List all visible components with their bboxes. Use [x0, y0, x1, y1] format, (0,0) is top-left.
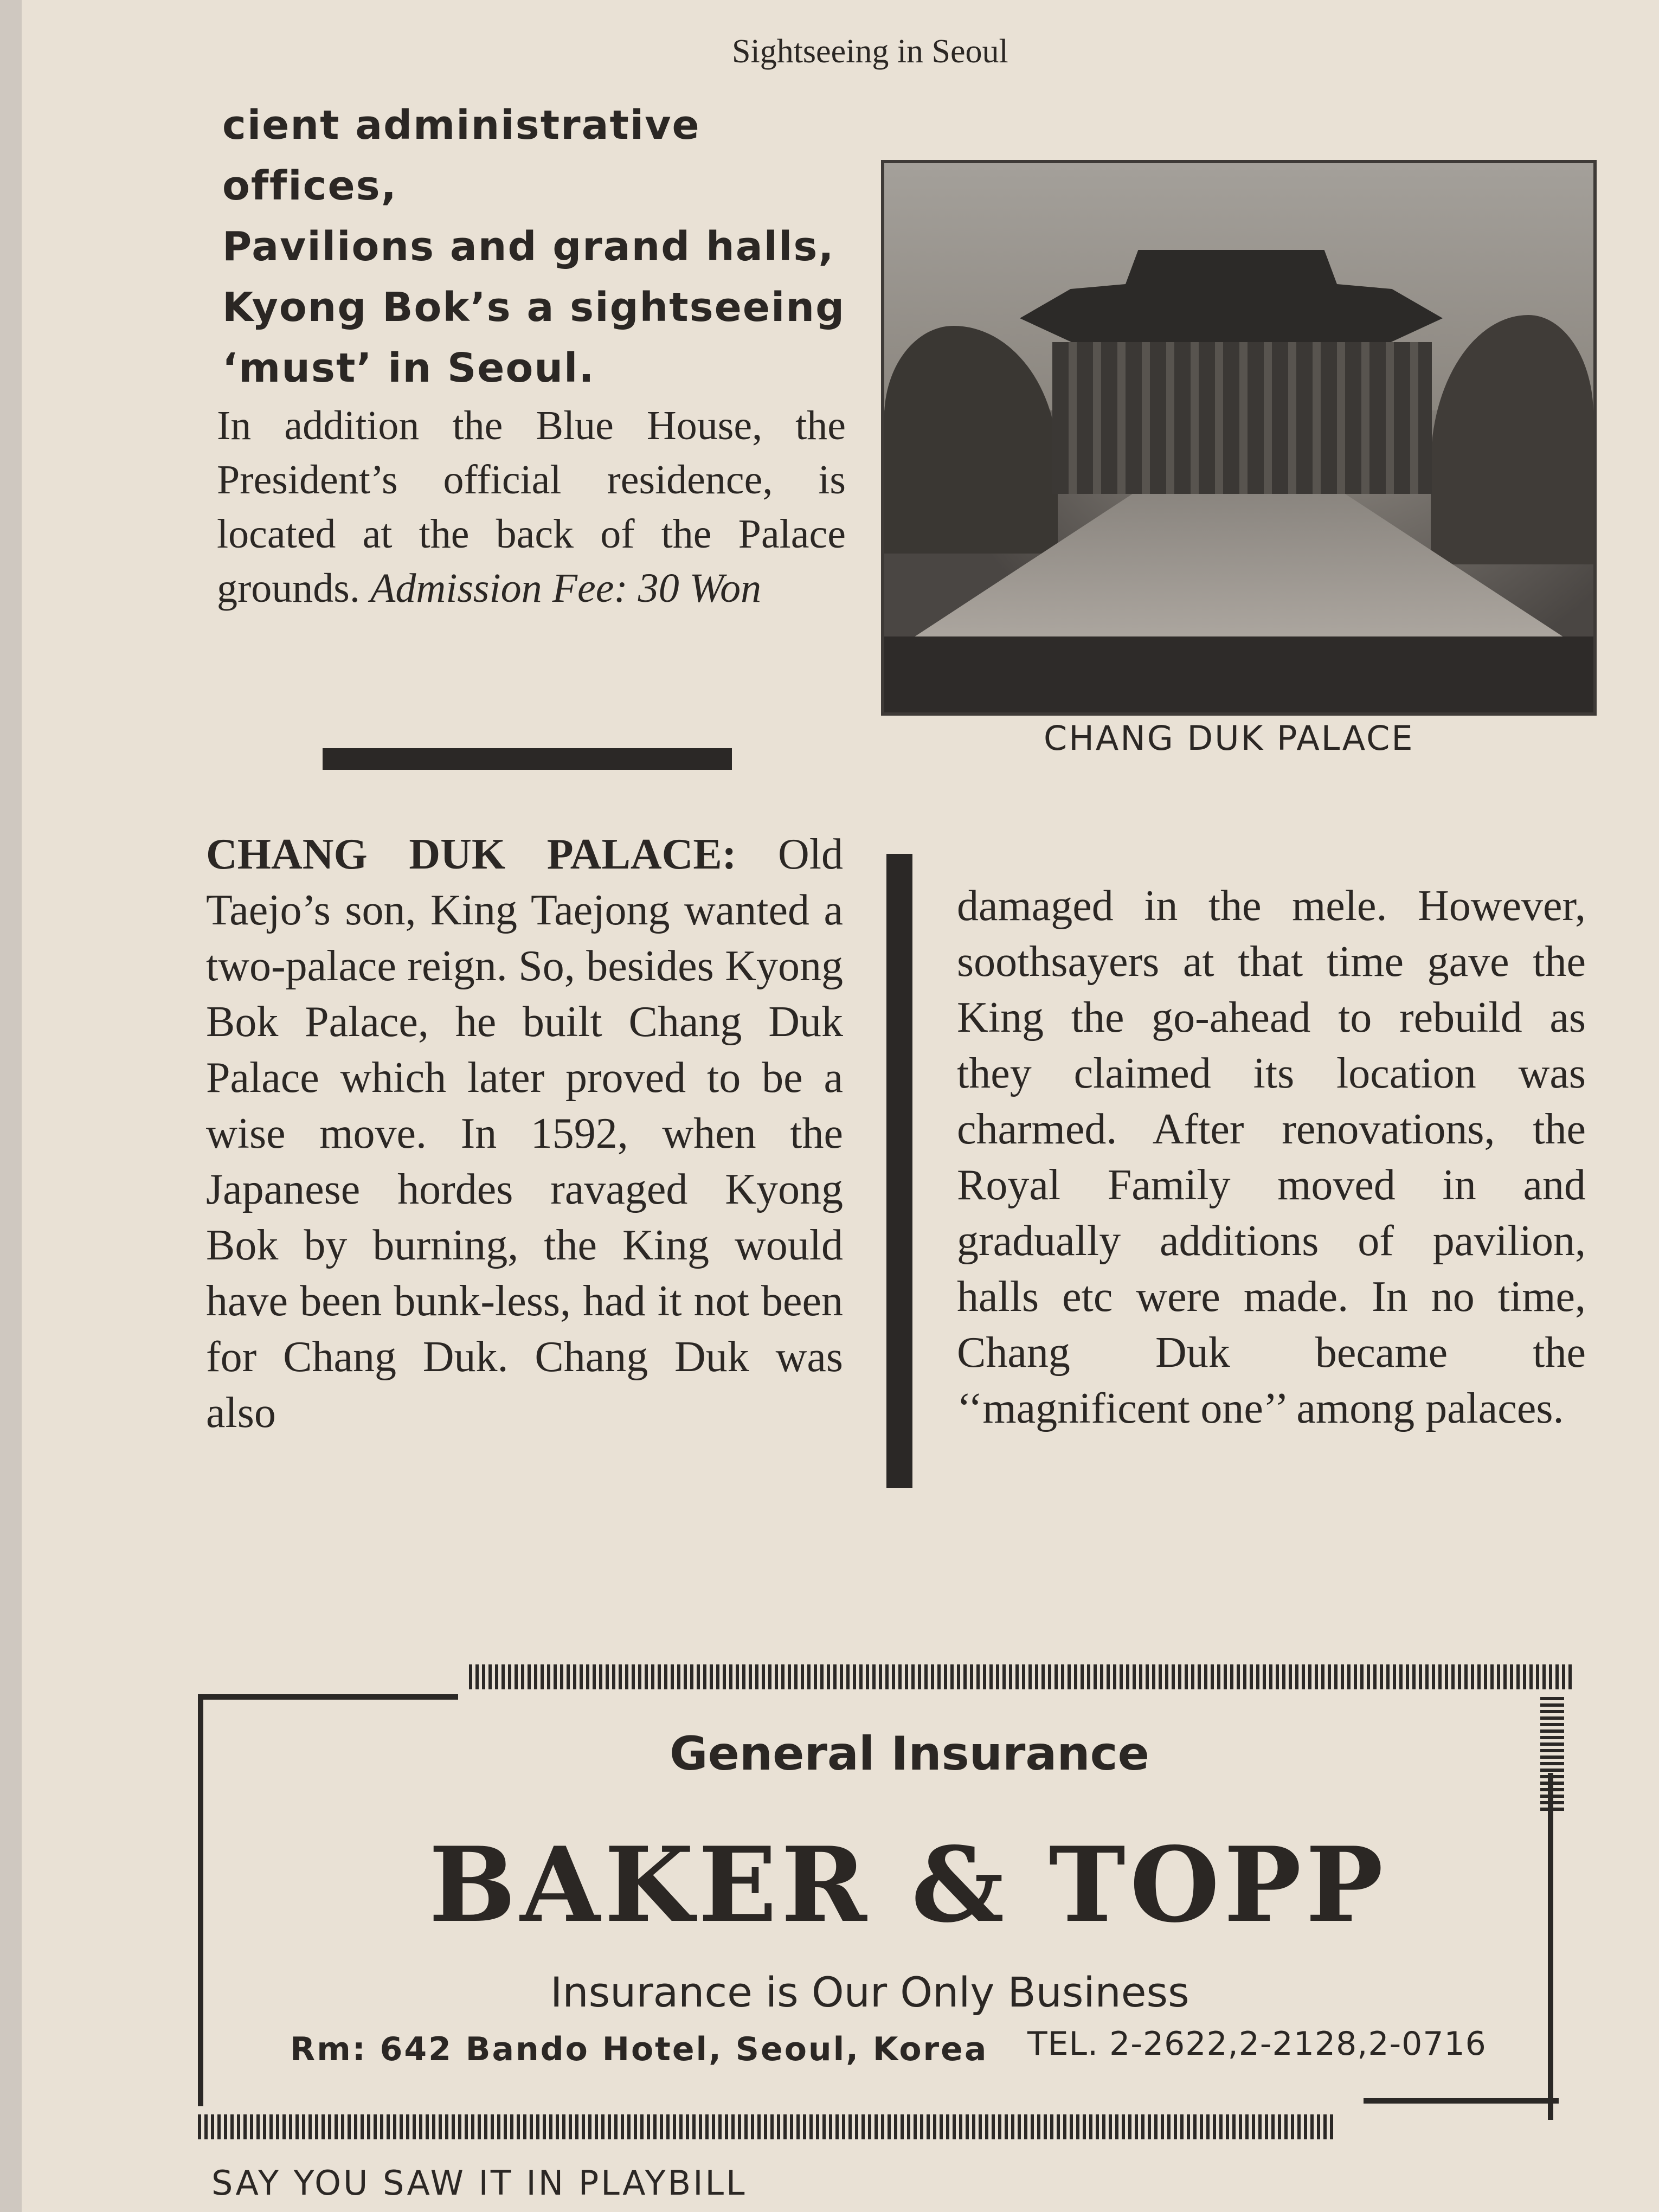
ad-address: Rm: 642 Bando Hotel, Seoul, Korea — [290, 2030, 988, 2068]
article-left-text: Old Taejo’s son, King Taejong wanted a two-palace reign. So, besides Kyong Bok Palace, he built Chang Duk Palace which later proved to be a wise move. In 1592, when the Japanese hordes ravaged Kyong Bok by burning, the King would have been bunk-less, had it not been for Chang Duk. Chang Duk was also — [206, 831, 844, 1437]
insurance-advertisement — [198, 1664, 1564, 2147]
ad-border — [1364, 2098, 1559, 2104]
article-right-text: damaged in the mele. However, soothsayers at that time gave the King the go-ahead to rebuild as they claimed its location was charmed. After renovations, the Royal Family moved in and gradually additions of pavilion, halls etc were made. In no time, Chang Duk became the ‘‘magnificent one’’ among palaces. — [957, 882, 1586, 1432]
article-heading: CHANG DUK PALACE: — [206, 831, 737, 878]
lead-line: cient administrative offices, — [222, 102, 700, 209]
photo-caption: CHANG DUK PALACE — [1044, 718, 1414, 758]
section-divider-bar — [323, 748, 732, 770]
ad-border — [1548, 1773, 1553, 2120]
blue-house-paragraph — [217, 398, 846, 615]
blue-house-text: In addition the Blue House, the President’s official residence, is located at the back of the Palace grounds. — [217, 403, 846, 611]
running-head: Sightseeing in Seoul — [732, 33, 1008, 70]
article-column-left — [206, 827, 843, 1441]
ad-kicker: General Insurance — [670, 1727, 1149, 1781]
lead-line: ‘must’ in Seoul. — [222, 345, 595, 391]
ad-border-pattern — [198, 2114, 1336, 2139]
palace-photo — [881, 160, 1597, 716]
article-column-right — [957, 878, 1586, 1437]
ad-border — [198, 1694, 203, 2106]
lead-line: Pavilions and grand halls, — [222, 223, 835, 270]
ad-border-pattern — [469, 1664, 1575, 1689]
ad-slogan: Insurance is Our Only Business — [550, 1968, 1189, 2016]
lead-paragraph — [222, 95, 846, 398]
admission-fee: Admission Fee: 30 Won — [370, 565, 762, 611]
ad-company-name: BAKER & TOPP — [428, 1824, 1388, 1945]
page-edge — [0, 0, 22, 2212]
ad-border — [198, 1694, 458, 1700]
column-divider — [886, 854, 912, 1488]
page-footer: SAY YOU SAW IT IN PLAYBILL — [211, 2163, 747, 2203]
ad-telephone: TEL. 2-2622,2-2128,2-0716 — [1027, 2025, 1487, 2063]
lead-line: Kyong Bok’s a sightseeing — [222, 284, 846, 331]
